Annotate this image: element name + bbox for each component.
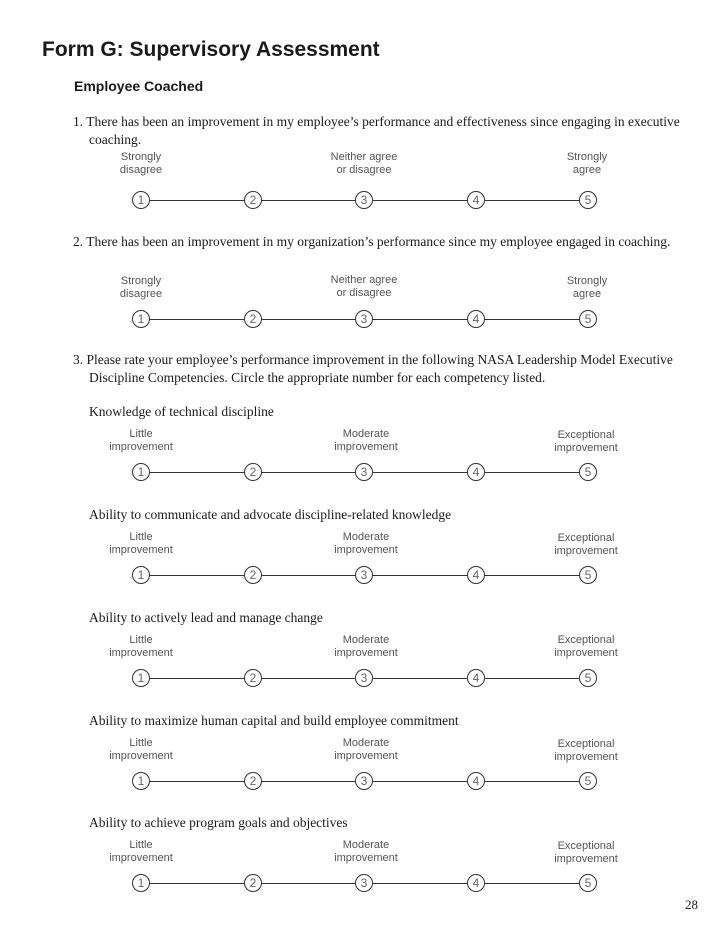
scale-label-low: Little improvement <box>109 839 173 864</box>
competency-2-name: Ability to communicate and advocate discipline-related knowledge <box>89 507 452 522</box>
question-3-text: 3. Please rate your employee’s performance improvement in the following NASA Leadership Model Executive Discipline Competencies. Circle the appropriate number for each competency listed. <box>73 352 673 385</box>
rating-option-1[interactable]: 1 <box>132 566 150 584</box>
rating-option-5[interactable]: 5 <box>579 772 597 790</box>
form-title: Form G: Supervisory Assessment <box>42 38 380 61</box>
rating-option-4[interactable]: 4 <box>467 874 485 892</box>
scale-label-low: Little improvement <box>109 737 173 762</box>
rating-option-5[interactable]: 5 <box>579 566 597 584</box>
rating-option-1[interactable]: 1 <box>132 874 150 892</box>
form-subtitle: Employee Coached <box>74 78 204 94</box>
rating-option-2[interactable]: 2 <box>244 463 262 481</box>
competency-5-name: Ability to achieve program goals and objectives <box>89 815 348 830</box>
scale-label-mid: Moderate improvement <box>334 737 398 762</box>
scale-label-high: Exceptional improvement <box>554 429 618 454</box>
rating-option-2[interactable]: 2 <box>244 772 262 790</box>
scale-label-high: Strongly agree <box>566 151 608 176</box>
scale-label-high: Exceptional improvement <box>554 738 618 763</box>
rating-option-4[interactable]: 4 <box>467 772 485 790</box>
competency-1-name: Knowledge of technical discipline <box>89 404 274 419</box>
scale-label-low: Little improvement <box>109 428 173 453</box>
rating-option-5[interactable]: 5 <box>579 669 597 687</box>
rating-option-2[interactable]: 2 <box>244 566 262 584</box>
page-number: 28 <box>685 897 698 912</box>
rating-option-3[interactable]: 3 <box>355 874 373 892</box>
rating-option-4[interactable]: 4 <box>467 310 485 328</box>
rating-option-3[interactable]: 3 <box>355 463 373 481</box>
rating-option-1[interactable]: 1 <box>132 310 150 328</box>
rating-option-3[interactable]: 3 <box>355 772 373 790</box>
rating-option-2[interactable]: 2 <box>244 669 262 687</box>
scale-label-low: Strongly disagree <box>119 275 163 300</box>
rating-option-1[interactable]: 1 <box>132 191 150 209</box>
scale-label-mid: Moderate improvement <box>334 428 398 453</box>
scale-label-high: Exceptional improvement <box>554 532 618 557</box>
rating-option-3[interactable]: 3 <box>355 566 373 584</box>
scale-label-mid: Neither agree or disagree <box>330 151 398 176</box>
scale-label-mid: Moderate improvement <box>334 839 398 864</box>
rating-option-2[interactable]: 2 <box>244 310 262 328</box>
scale-label-mid: Moderate improvement <box>334 531 398 556</box>
rating-option-5[interactable]: 5 <box>579 310 597 328</box>
question-1-text: 1. There has been an improvement in my employee’s performance and effectiveness since engaging in executive coaching. <box>73 114 680 147</box>
scale-label-high: Exceptional improvement <box>554 840 618 865</box>
rating-option-1[interactable]: 1 <box>132 669 150 687</box>
scale-label-mid: Moderate improvement <box>334 634 398 659</box>
rating-option-3[interactable]: 3 <box>355 669 373 687</box>
rating-option-1[interactable]: 1 <box>132 772 150 790</box>
rating-option-4[interactable]: 4 <box>467 463 485 481</box>
rating-option-4[interactable]: 4 <box>467 669 485 687</box>
scale-label-low: Strongly disagree <box>119 151 163 176</box>
competency-3-name: Ability to actively lead and manage change <box>89 610 323 625</box>
rating-option-5[interactable]: 5 <box>579 191 597 209</box>
scale-label-mid: Neither agree or disagree <box>330 274 398 299</box>
rating-option-4[interactable]: 4 <box>467 566 485 584</box>
rating-option-5[interactable]: 5 <box>579 463 597 481</box>
scale-label-low: Little improvement <box>109 531 173 556</box>
rating-option-3[interactable]: 3 <box>355 191 373 209</box>
rating-option-2[interactable]: 2 <box>244 874 262 892</box>
scale-label-low: Little improvement <box>109 634 173 659</box>
scale-label-high: Exceptional improvement <box>554 634 618 659</box>
competency-4-name: Ability to maximize human capital and build employee commitment <box>89 713 459 728</box>
question-2-text: 2. There has been an improvement in my organization’s performance since my employee engaged in coaching. <box>73 234 671 249</box>
rating-option-5[interactable]: 5 <box>579 874 597 892</box>
rating-option-2[interactable]: 2 <box>244 191 262 209</box>
scale-label-high: Strongly agree <box>566 275 608 300</box>
rating-option-4[interactable]: 4 <box>467 191 485 209</box>
rating-option-3[interactable]: 3 <box>355 310 373 328</box>
rating-option-1[interactable]: 1 <box>132 463 150 481</box>
